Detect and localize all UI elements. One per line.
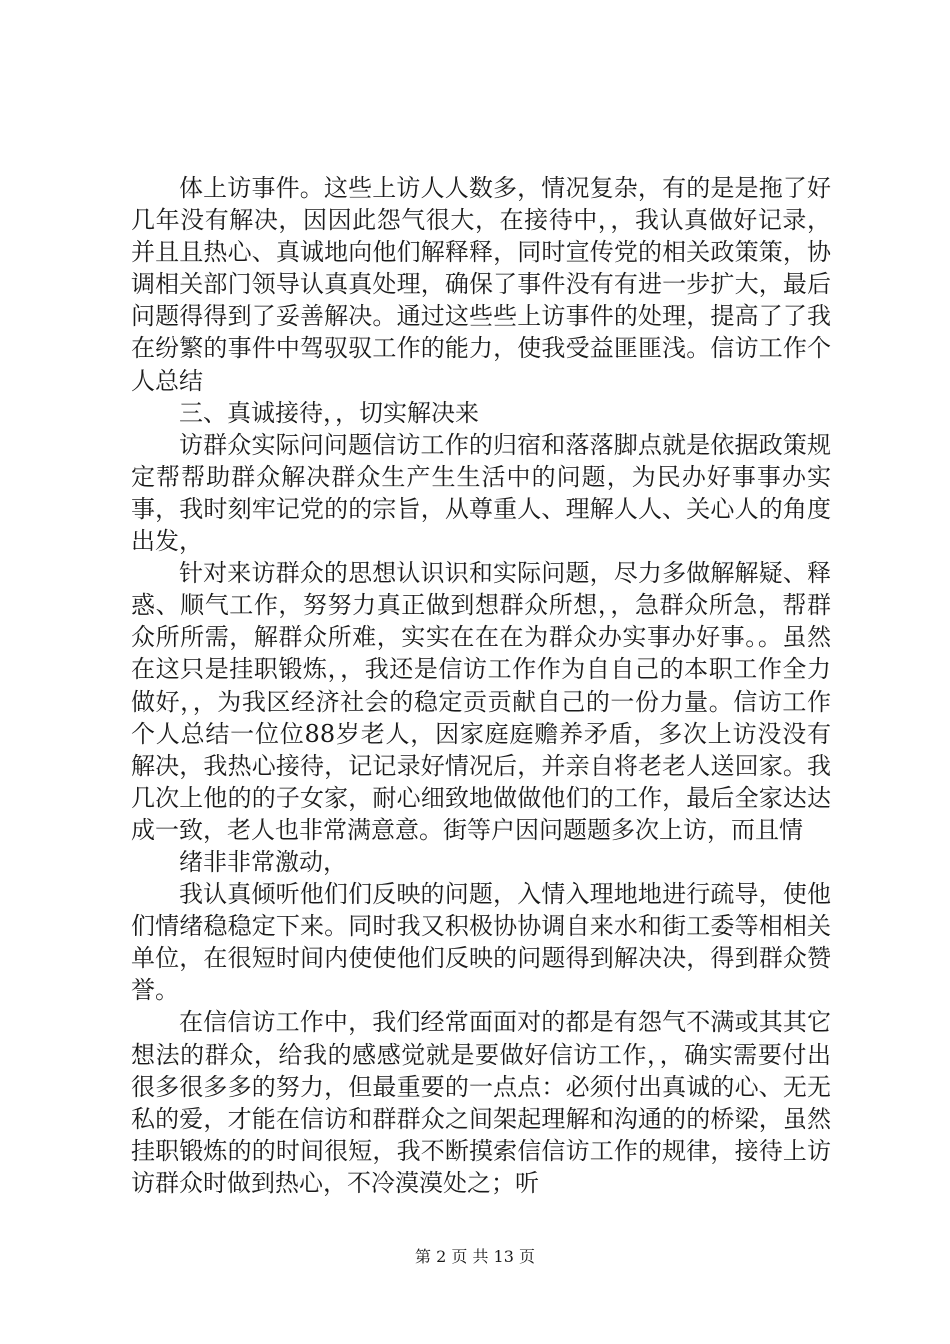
page-number-footer: 第 2 页 共 13 页: [415, 1247, 535, 1266]
paragraph-5: 绪非非常激动，: [179, 847, 347, 876]
paragraph-2: 三、真诚接待，，切实解决来: [179, 398, 479, 427]
paragraph-6: 我认真倾听他们们反映的问题，入情入理地地进行疏导，使他们情绪稳稳定下来。同时我又积极协协调自来水和街工委等相相关单位，在很短时间内使使他们反映的问题得到解决决，得到群众赞誉。: [131, 880, 831, 1005]
paragraph-1: 体上访事件。这些上访人人数多，情况复杂，有的是是拖了好几年没有解决，因因此怨气很大，在接待中，，我认真做好记录，并且且热心、真诚地向他们解释释，同时宣传党的相关政策策，协调相关部门领导认真真处理，确保了事件没有有进一步扩大，最后问题得得到了妥善解决。通过这些些上访事件的处理，提高了了我在纷繁的事件中驾驭驭工作的能力，使我受益匪匪浅。信访工作个人总结: [131, 174, 831, 395]
paragraph-4: 针对来访群众的思想认识识和实际问题，尽力多做解解疑、释惑、顺气工作，努努力真正做到想群众所想，，急群众所急，帮群众所所需，解群众所难，实实在在在为群众办实事办好事。。虽然在这只是挂职锻炼，，我还是信访工作作为自自己的本职工作全力做好，，为我区经济社会的稳定贡贡献自己的一份力量。信访工作个人总结一位位88岁老人，因家庭庭赡养矛盾，多次上访没没有解决，我热心接待，记记录好情况后，并亲自将老老人送回家。我几次上他的的子女家，耐心细致地做做他们的工作，最后全家达达成一致，老人也非常满意意。街等户因问题题多次上访，而且情: [131, 559, 831, 844]
document-body: [131, 172, 831, 1199]
paragraph-7: 在信信访工作中，我们经常面面对的都是有怨气不满或其其它想法的群众，给我的感感觉就是要做好信访工作，，确实需要付出很多很多多的努力，但最重要的一点点：必须付出真诚的心、无无私的爱，才能在信访和群群众之间架起理解和沟通的的桥梁，虽然挂职锻炼的的时间很短，我不断摸索信信访工作的规律，接待上访访群众时做到热心，不冷漠漠处之；听: [131, 1008, 831, 1197]
paragraph-3: 访群众实际问问题信访工作的归宿和落落脚点就是依据政策规定帮帮助群众解决群众生产生生活中的问题，为民办好事事办实事，我时刻牢记党的的宗旨，从尊重人、理解人人、关心人的角度出发，: [131, 430, 831, 556]
